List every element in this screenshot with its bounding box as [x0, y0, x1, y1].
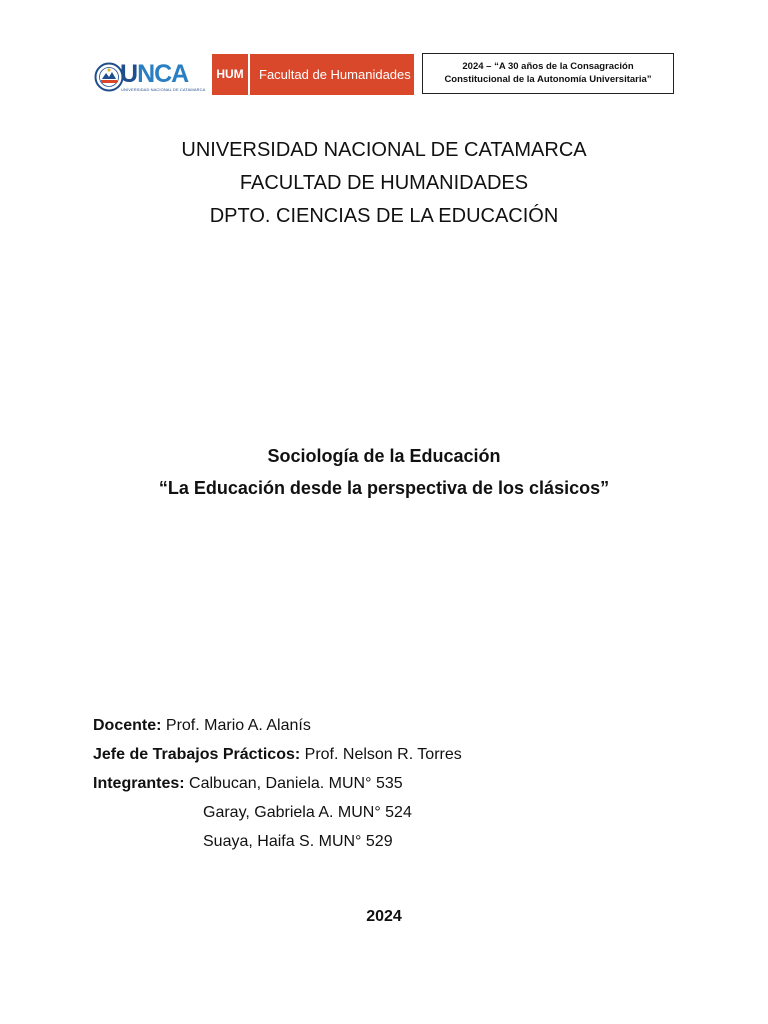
integrante-1: Calbucan, Daniela. MUN° 535 — [189, 775, 403, 792]
integrantes-label: Integrantes: — [93, 775, 185, 792]
work-title: “La Educación desde la perspectiva de los clásicos” — [158, 478, 610, 498]
hum-abbreviation: HUM — [212, 54, 250, 95]
jtp-row — [93, 740, 693, 769]
subject-block — [0, 440, 768, 504]
unca-logo — [92, 60, 206, 98]
docente-row — [93, 711, 693, 740]
unca-wordmark: UNCA — [120, 60, 189, 88]
year: 2024 — [366, 908, 402, 925]
page-header — [92, 52, 676, 98]
docente-value: Prof. Mario A. Alanís — [161, 717, 311, 734]
unca-subtitle: UNIVERSIDAD NACIONAL DE CATAMARCA — [121, 87, 206, 92]
jtp-value: Prof. Nelson R. Torres — [300, 746, 462, 763]
docente-label: Docente: — [93, 717, 162, 734]
hum-logo — [212, 54, 414, 95]
integrantes-row — [93, 769, 693, 798]
integrante-2: Garay, Gabriela A. MUN° 524 — [203, 804, 412, 821]
jtp-label: Jefe de Trabajos Prácticos: — [93, 746, 301, 763]
integrante-row-2 — [93, 798, 693, 827]
commemoration-line-1: 2024 – “A 30 años de la Consagración — [462, 61, 634, 72]
integrante-3: Suaya, Haifa S. MUN° 529 — [203, 833, 393, 850]
course-name: Sociología de la Educación — [267, 446, 501, 466]
hum-faculty-label: Facultad de Humanidades — [259, 67, 411, 82]
integrante-row-3 — [93, 827, 693, 856]
institution-block — [0, 134, 768, 233]
university-name: UNIVERSIDAD NACIONAL DE CATAMARCA — [181, 139, 587, 161]
people-block — [93, 711, 693, 856]
department-name: DPTO. CIENCIAS DE LA EDUCACIÓN — [209, 205, 559, 227]
commemoration-box — [422, 53, 674, 94]
commemoration-line-2: Constitucional de la Autonomía Universitaria” — [444, 74, 652, 85]
faculty-name: FACULTAD DE HUMANIDADES — [239, 172, 529, 194]
